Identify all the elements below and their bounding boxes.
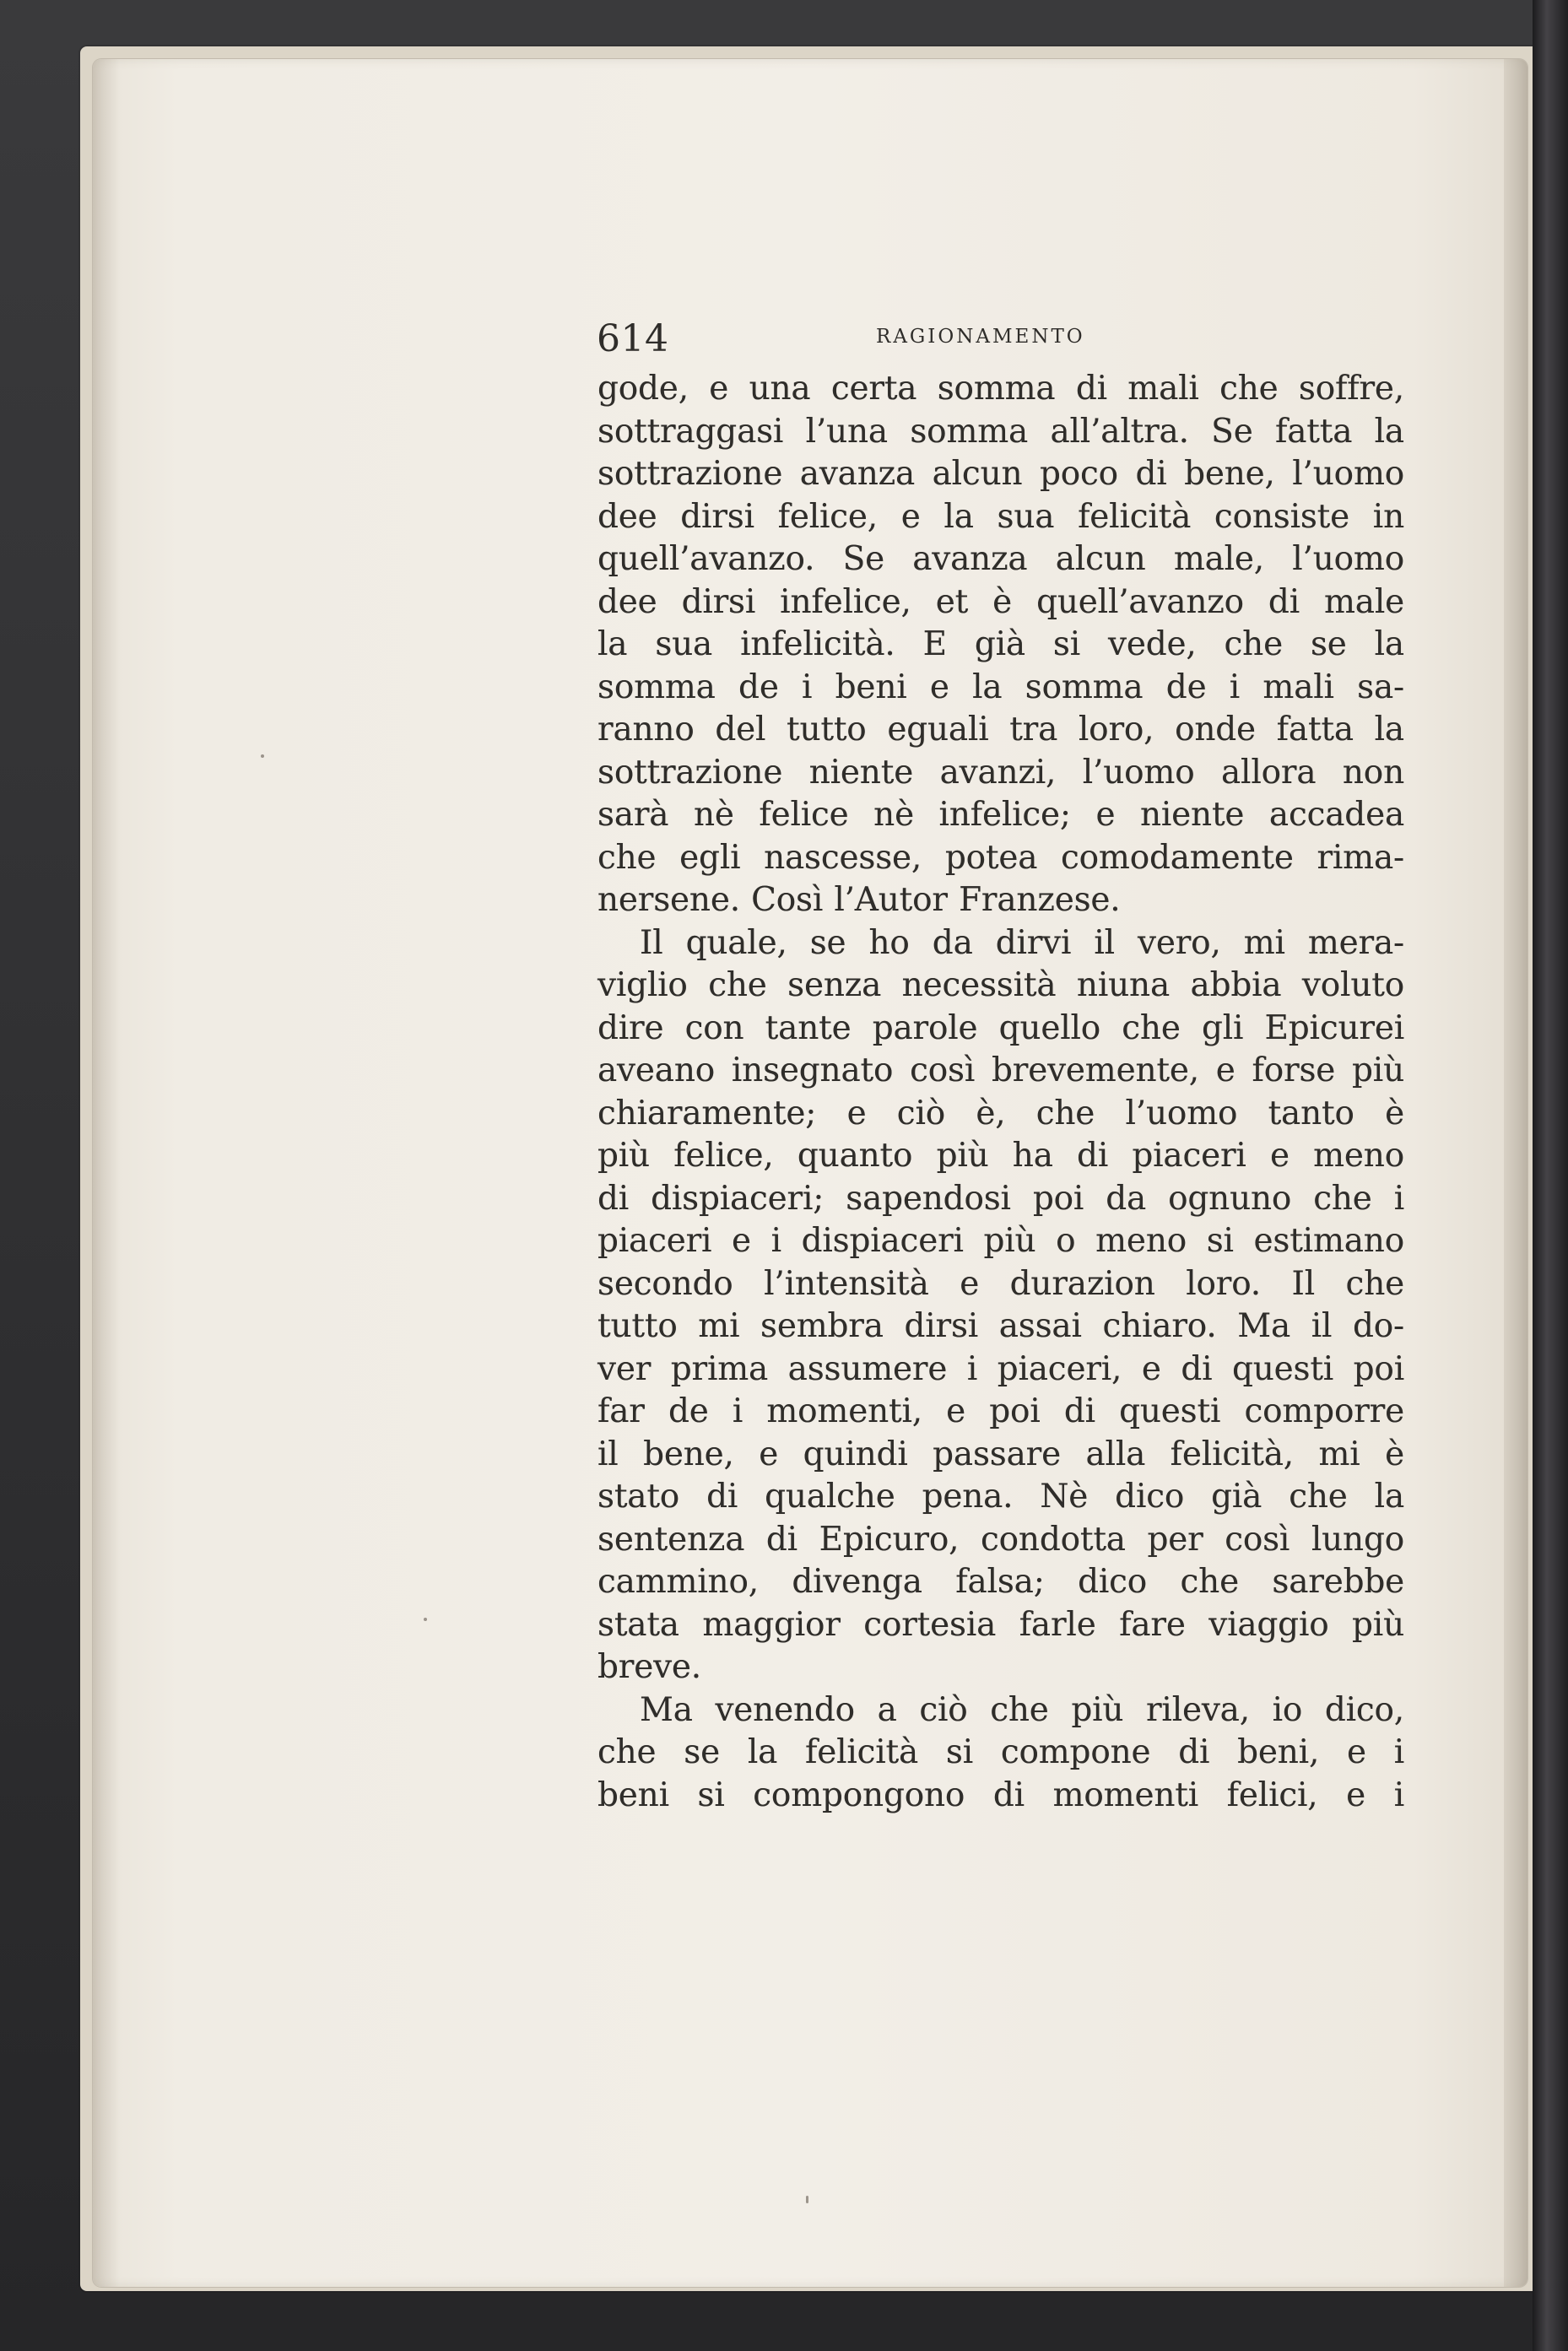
text-line: quell’avanzo. Se avanza alcun male, l’uomo bbox=[597, 540, 1404, 578]
text-line: il bene, e quindi passare alla felicità, mi è bbox=[597, 1435, 1404, 1473]
text-line: che egli nascesse, potea comodamente rima- bbox=[597, 838, 1404, 877]
paper-speck bbox=[806, 2196, 808, 2203]
book-spine bbox=[1533, 0, 1568, 2351]
text-line: stata maggior cortesia farle fare viaggio più bbox=[597, 1605, 1404, 1644]
text-line: tutto mi sembra dirsi assai chiaro. Ma il do- bbox=[597, 1307, 1404, 1345]
paragraph-il-quale bbox=[597, 922, 1404, 1689]
text-line: sottrazione niente avanzi, l’uomo allora non bbox=[597, 753, 1404, 792]
text-line: sottrazione avanza alcun poco di bene, l’uomo bbox=[597, 455, 1404, 493]
text-line: piaceri e i dispiaceri più o meno si estimano bbox=[597, 1222, 1404, 1260]
text-line: sarà nè felice nè infelice; e niente accadea bbox=[597, 796, 1404, 834]
text-line: chiaramente; e ciò è, che l’uomo tanto è bbox=[597, 1094, 1404, 1132]
text-line: ranno del tutto eguali tra loro, onde fatta la bbox=[597, 711, 1404, 749]
text-line: far de i momenti, e poi di questi comporre bbox=[597, 1392, 1404, 1430]
page-right-edge bbox=[1504, 59, 1527, 2287]
text-line: che se la felicità si compone di beni, e i bbox=[597, 1733, 1404, 1771]
page-text-block bbox=[597, 312, 1404, 1817]
text-line: somma de i beni e la somma de i mali sa- bbox=[597, 667, 1404, 706]
page-left-edge bbox=[93, 59, 120, 2287]
text-line: la sua infelicità. E già si vede, che se la bbox=[597, 625, 1404, 663]
text-line: dee dirsi infelice, et è quell’avanzo di male bbox=[597, 582, 1404, 621]
text-line: dee dirsi felice, e la sua felicità consiste in bbox=[597, 497, 1404, 536]
running-title: RAGIONAMENTO bbox=[876, 326, 1085, 348]
running-head bbox=[597, 312, 1404, 366]
text-line: Ma venendo a ciò che più rileva, io dico, bbox=[640, 1690, 1404, 1729]
text-line: di dispiaceri; sapendosi poi da ognuno che i bbox=[597, 1179, 1404, 1218]
paper-speck bbox=[424, 1618, 427, 1621]
text-line: aveano insegnato così brevemente, e forse più bbox=[597, 1051, 1404, 1089]
text-line: stato di qualche pena. Nè dico già che la bbox=[597, 1478, 1404, 1516]
text-line: sentenza di Epicuro, condotta per così lungo bbox=[597, 1520, 1404, 1559]
text-line: ver prima assumere i piaceri, e di questi poi bbox=[597, 1349, 1404, 1388]
text-line: cammino, divenga falsa; dico che sarebbe bbox=[597, 1563, 1404, 1601]
paragraph-ma-venendo bbox=[597, 1689, 1404, 1818]
text-line: nersene. Così l’Autor Franzese. bbox=[597, 881, 1121, 919]
text-line: sottraggasi l’una somma all’altra. Se fatta la bbox=[597, 412, 1404, 451]
text-line: Il quale, se ho da dirvi il vero, mi mera- bbox=[640, 923, 1404, 962]
text-line: gode, e una certa somma di mali che soffre, bbox=[597, 370, 1404, 408]
text-line: viglio che senza necessità niuna abbia voluto bbox=[597, 966, 1404, 1004]
page-number: 614 bbox=[597, 317, 669, 360]
text-line: secondo l’intensità e durazion loro. Il che bbox=[597, 1264, 1404, 1303]
text-line: dire con tante parole quello che gli Epicurei bbox=[597, 1008, 1404, 1047]
text-line: beni si compongono di momenti felici, e i bbox=[597, 1775, 1404, 1814]
paper-speck bbox=[261, 754, 264, 758]
text-line: più felice, quanto più ha di piaceri e meno bbox=[597, 1137, 1404, 1175]
paragraph-continuation bbox=[597, 368, 1404, 922]
text-line: breve. bbox=[597, 1648, 701, 1686]
